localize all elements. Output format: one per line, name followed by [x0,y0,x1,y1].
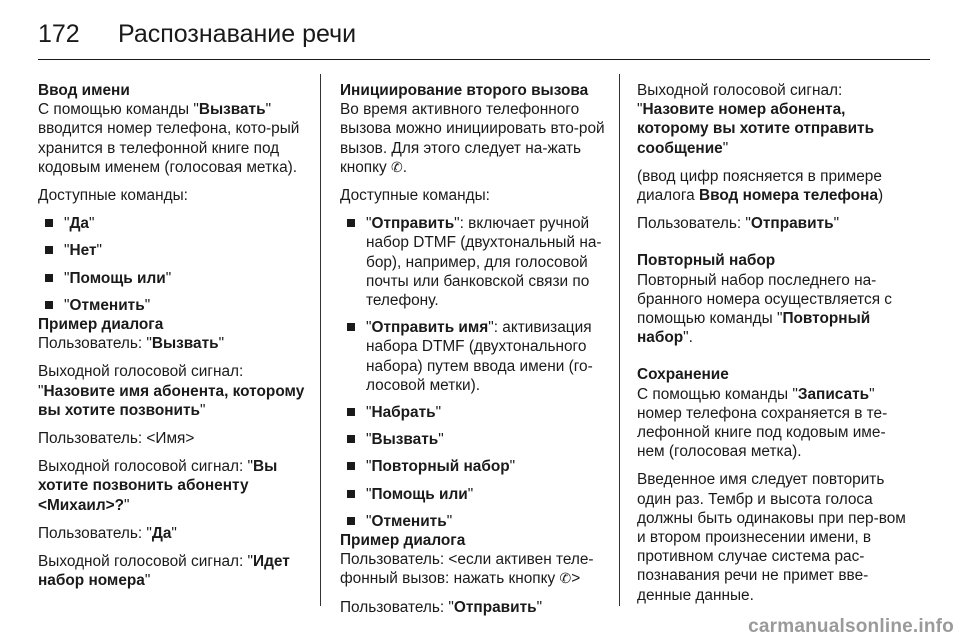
bullet-icon [45,246,53,254]
column-1 [38,81,310,599]
text: Пользователь: <если активен теле-фонный вызов: нажать кнопку [340,551,594,588]
bullet-icon [45,219,53,227]
text: ": включает ручной набор DTMF (двухтональный на-бор), например, для голосовой почты или банковской связи по телефону. [366,215,602,310]
list-item: "Отправить": включает ручной набор DTMF (двухтональный на-бор), например, для голосовой почты или банковской связи по телефону. [340,214,608,310]
dialog-line [38,362,310,420]
reference: Ввод номера телефона [698,187,879,205]
command: Да [151,524,172,542]
command: Помощь или [69,269,166,287]
text: " [124,496,130,514]
spacer [637,356,909,365]
text: " [536,598,543,616]
paragraph [637,385,909,462]
text: Выходной голосовой сигнал: " [38,553,254,571]
text: " [218,335,225,353]
command: Вызвать [151,335,219,353]
column-2 [340,81,608,626]
text: " [833,215,840,233]
paragraph [637,271,909,348]
command: Отменить [69,296,145,314]
paragraph [637,167,909,205]
text: Во время активного телефонного вызова можно инициировать вто-рой вызов. Для этого следует на-жать кнопку [340,101,605,176]
list-item: "Набрать" [340,403,608,422]
dialog-line [38,524,310,543]
command: Помощь или [371,485,468,503]
paragraph: Доступные команды: [340,187,490,205]
dialog-line [340,598,608,617]
command-list [38,214,310,315]
dialog-line [637,214,909,233]
list-item: "Повторный набор" [340,457,608,476]
bullet-icon [347,219,355,227]
paragraph [340,100,608,177]
column-3 [637,81,909,614]
command: Нет [69,242,97,260]
list-item: "Вызвать" [340,430,608,449]
page-number: 172 [38,19,80,48]
text: " [171,524,177,542]
paragraph: Введенное имя следует повторить один раз. Тембр и высота голоса должны быть одинаковы при пер-вом и втором произнесении имени, в противном случае система рас-познавания речи не примет вве-денные данные. [637,471,906,604]
section-title-dialog-example: Пример диалога [38,316,164,334]
command: Отправить имя [371,319,489,337]
command: Повторный набор [637,310,871,347]
dialog-line [38,334,310,353]
bullet-icon [347,323,355,331]
command: Да [69,215,89,233]
paragraph [38,100,310,177]
bullet-icon [347,490,355,498]
list-item: "Отменить" [38,296,310,315]
page-header [38,14,356,54]
command: Отправить [371,215,455,233]
list-item: "Нет" [38,241,310,260]
section-title-second-call: Инициирование второго вызова [340,82,589,99]
bullet-icon [347,517,355,525]
column-divider-1 [320,74,321,606]
header-rule [38,59,930,60]
bullet-icon [347,435,355,443]
watermark: carmanualsonline.info [748,616,954,637]
text: ". [683,329,693,347]
section-title-redial: Повторный набор [637,252,776,270]
text: ) [878,187,884,205]
dialog-line [637,81,909,158]
prompt: Назовите номер абонента, которому вы хотите отправить сообщение [637,101,875,157]
bullet-icon [45,274,53,282]
command: Вызвать [198,101,266,119]
text: Выходной голосовой сигнал: " [38,458,254,476]
text: Пользователь: " [637,215,751,233]
text: (ввод цифр поясняется в примере диалога [637,167,882,205]
section-title-dialog-example: Пример диалога [340,532,466,550]
text: " вводится номер телефона, кото-рый хранится в телефонной книге под кодовым именем (голосовая метка). [38,101,300,176]
text: Выходной голосовой сигнал: " [38,363,244,400]
text: С помощью команды " [38,101,199,119]
paragraph: Доступные команды: [38,187,188,205]
prompt: Вы хотите позвонить абоненту <Михаил>? [38,458,278,514]
bullet-icon [45,301,53,309]
text: Повторный набор последнего на-бранного номера осуществляется с помощью команды " [637,271,893,328]
command: Вызвать [371,431,439,449]
list-item: "Отправить имя": активизация набора DTMF (двухтонального набора) путем ввода имени (го-лосовой метки). [340,318,608,395]
command-list [340,214,608,531]
bullet-icon [347,408,355,416]
text: " [144,572,151,590]
prompt: Назовите имя абонента, которому вы хотите позвонить [38,382,305,419]
section-title-name-entry: Ввод имени [38,82,130,99]
list-item: "Помощь или" [340,485,608,504]
command: Отменить [371,512,447,530]
list-item: "Помощь или" [38,269,310,288]
column-divider-2 [619,74,620,606]
command: Набрать [371,404,436,422]
dialog-line [38,552,310,590]
text: > [571,570,581,588]
text: Пользователь: " [38,524,152,542]
prompt: Идет набор номера [38,553,290,590]
list-item: "Отменить" [340,512,608,531]
dialog-line: Пользователь: <Имя> [38,430,195,448]
spacer [637,242,909,251]
text: " номер телефона сохраняется в те-лефонной книге под кодовым име-нем (голосовая метка). [637,385,888,461]
page-title: Распознавание речи [118,19,357,48]
text: С помощью команды " [637,385,798,403]
phone-icon: ✆ [391,158,403,175]
dialog-line [38,457,310,515]
text: Пользователь: " [340,598,454,616]
text: Пользователь: " [38,335,152,353]
dialog-line [340,550,608,588]
phone-icon: ✆ [559,570,572,587]
text: " [722,139,729,157]
command: Отправить [750,215,834,233]
command: Записать [797,385,870,403]
text: ": активизация набора DTMF (двухтонального набора) путем ввода имени (го-лосовой метки). [366,319,593,394]
command: Отправить [453,598,537,616]
bullet-icon [347,462,355,470]
text: Выходной голосовой сигнал: " [637,82,843,119]
list-item: "Да" [38,214,310,233]
command: Повторный набор [371,458,510,476]
section-title-save: Сохранение [637,366,729,384]
text: " [200,401,206,419]
text: . [402,158,408,176]
